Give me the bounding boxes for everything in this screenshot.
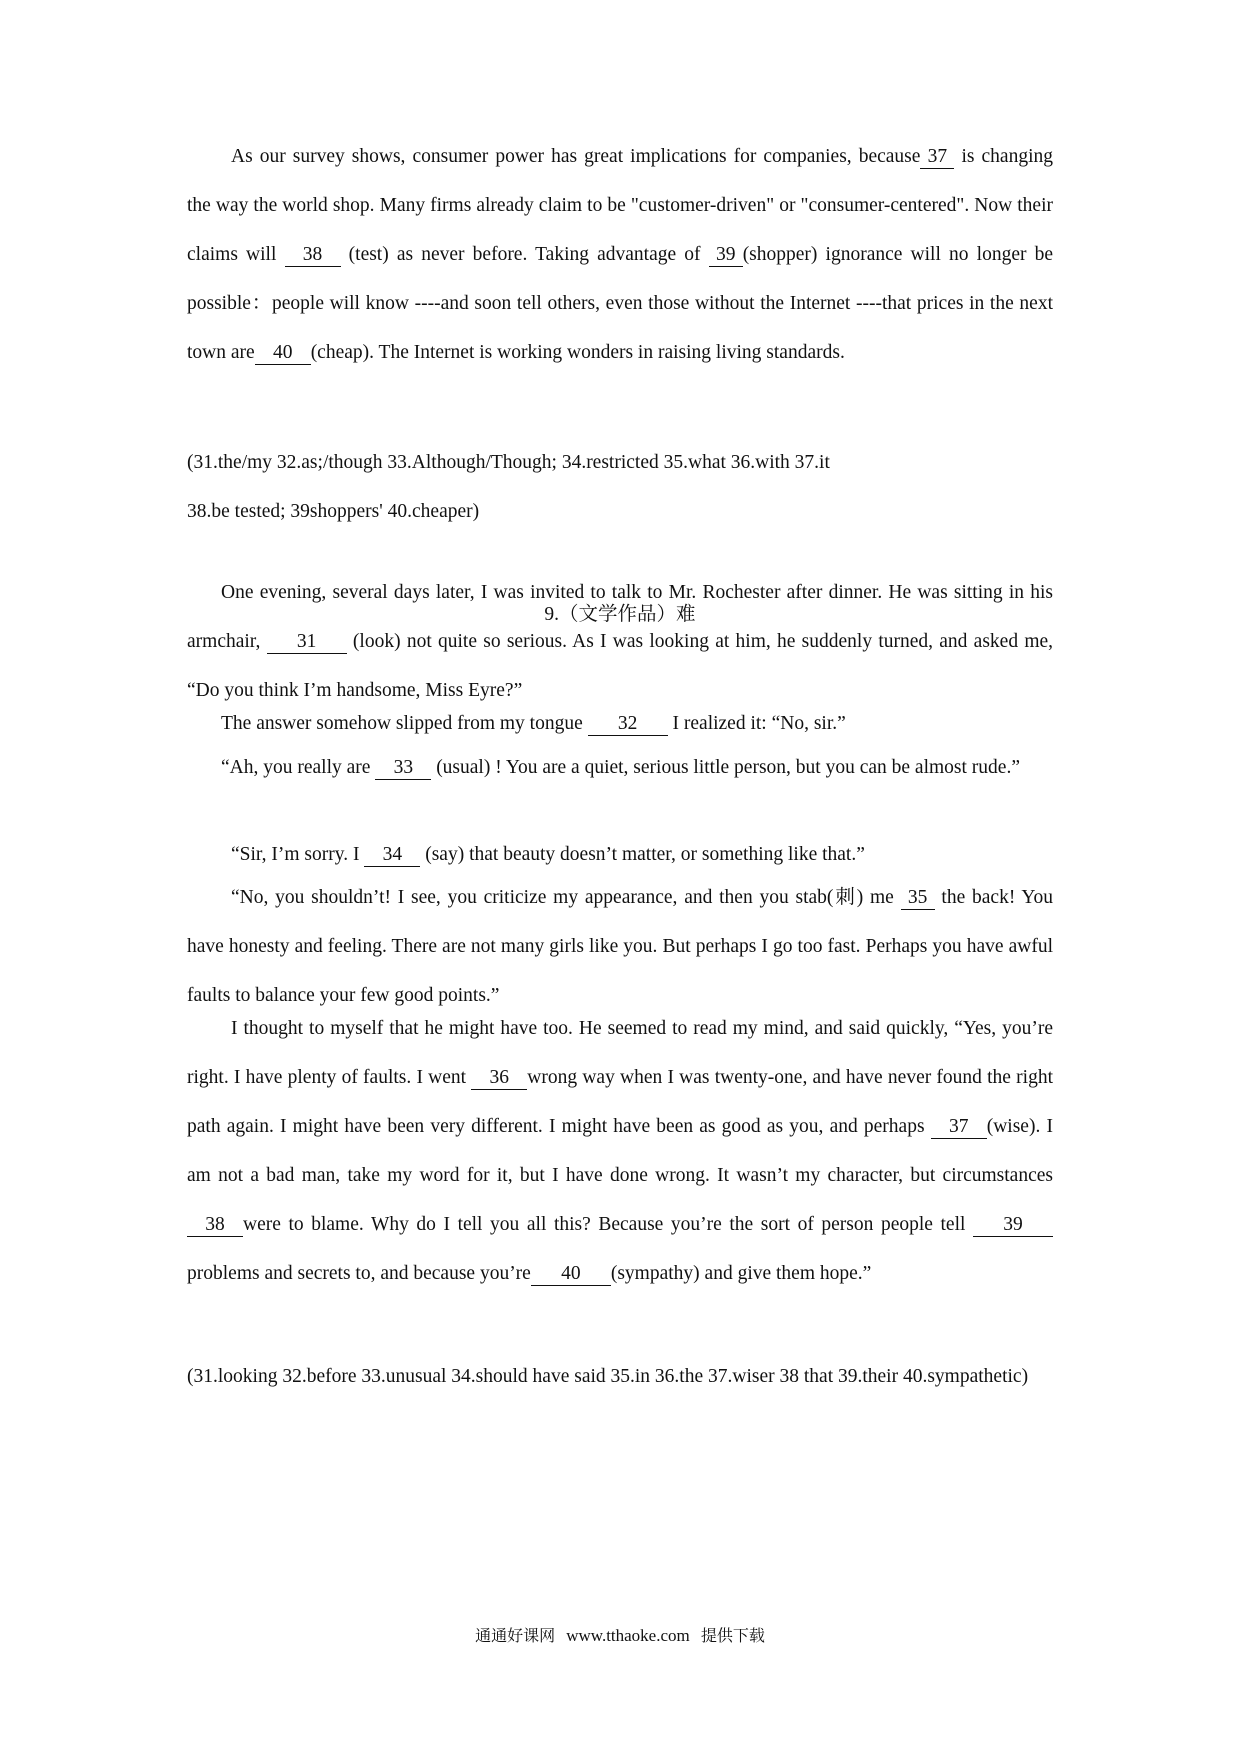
blank-40[interactable]: 40 [255,342,311,365]
answer-key-8 [187,438,1053,536]
section-heading: 9.（文学作品）难 [544,604,696,625]
blank-34[interactable]: 34 [364,844,420,867]
passage-9-paragraph-4 [187,830,1053,879]
passage-text: were to blame. Why do I tell you all this? Because you’re the sort of person people tell [243,1214,966,1235]
passage-9-paragraph-3 [187,743,1053,792]
passage-text: I thought to myself that he might have too. He seemed to read my mind, and said quickly, “Yes, you’re right. I have plenty of faults. I went [187,1018,1053,1088]
answer-key-9 [187,1352,1053,1401]
passage-text: As our survey shows, consumer power has great implications for companies, because [231,146,921,167]
passage-text: the back! You have honesty and feeling. There are not many girls like you. But perhaps I go too fast. Perhaps you have awful faults to balance your few good points.” [187,887,1053,1006]
passage-text: One evening, several days later, I was invited to talk to Mr. Rochester after dinner. He was sitting in his armchair, [187,582,1053,652]
passage-text: (test) as never before. Taking advantage of [348,244,701,265]
passage-text: I realized it: “No, sir.” [672,713,846,734]
blank-33[interactable]: 33 [375,757,431,780]
passage-text: The answer somehow slipped from my tongue [221,713,583,734]
passage-text: (wise). I am not a bad man, take my word for it, but I have done wrong. It wasn’t my character, but circumstances [187,1116,1053,1186]
blank-40[interactable]: 40 [531,1263,611,1286]
blank-36[interactable]: 36 [471,1067,527,1090]
blank-39[interactable]: 39 [973,1214,1053,1237]
passage-9-paragraph-1 [187,568,1053,715]
passage-text: (shopper) ignorance will no longer be possible：people will know ----and soon tell others, even those without the Internet ----that prices in the next town are [187,244,1054,363]
passage-text: “Sir, I’m sorry. I [231,844,360,865]
blank-31[interactable]: 31 [267,631,347,654]
passage-text: (usual) ! You are a quiet, serious little person, but you can be almost rude.” [436,757,1020,778]
passage-8-paragraph [187,132,1053,377]
passage-text: “No, you shouldn’t! I see, you criticize my appearance, and then you stab(刺) me [231,887,894,908]
answer-key-line: (31.the/my 32.as;/though 33.Although/Though; 34.restricted 35.what 36.with 37.it [187,452,830,473]
blank-38[interactable]: 38 [285,244,341,267]
page-footer [0,1624,1240,1648]
passage-9-paragraph-5 [187,873,1053,1020]
passage-9-paragraph-6 [187,1004,1053,1298]
blank-35[interactable]: 35 [901,887,935,910]
answer-key-line: 38.be tested; 39shoppers' 40.cheaper) [187,501,480,522]
passage-text: (look) not quite so serious. As I was looking at him, he suddenly turned, and asked me, “Do you think I’m handsome, Miss Eyre?” [187,631,1054,701]
passage-text: wrong way when I was twenty-one, and have never found the right path again. I might have been very different. I might have been as good as you, and perhaps [187,1067,1054,1137]
passage-text: problems and secrets to, and because you’re [187,1263,531,1284]
passage-text: (cheap). The Internet is working wonders in raising living standards. [310,342,845,363]
blank-32[interactable]: 32 [588,713,668,736]
answer-key-line: (31.looking 32.before 33.unusual 34.should have said 35.in 36.the 37.wiser 38 that 39.their 40.sympathetic) [187,1366,1029,1387]
passage-text: is changing the way the world shop. Many firms already claim to be "customer-driven" or "consumer-centered". Now their claims will [187,146,1053,265]
passage-text: (say) that beauty doesn’t matter, or something like that.” [425,844,865,865]
passage-text: (sympathy) and give them hope.” [610,1263,872,1284]
footer-url-link[interactable]: www.tthaoke.com [566,1626,690,1645]
blank-38[interactable]: 38 [187,1214,243,1237]
footer-site-name: 通通好课网 [475,1626,556,1645]
passage-text: “Ah, you really are [221,757,371,778]
blank-39[interactable]: 39 [709,244,743,267]
blank-37[interactable]: 37 [920,146,954,169]
blank-37[interactable]: 37 [931,1116,987,1139]
passage-9-paragraph-2 [187,699,1053,748]
footer-download-text: 提供下载 [700,1626,765,1645]
